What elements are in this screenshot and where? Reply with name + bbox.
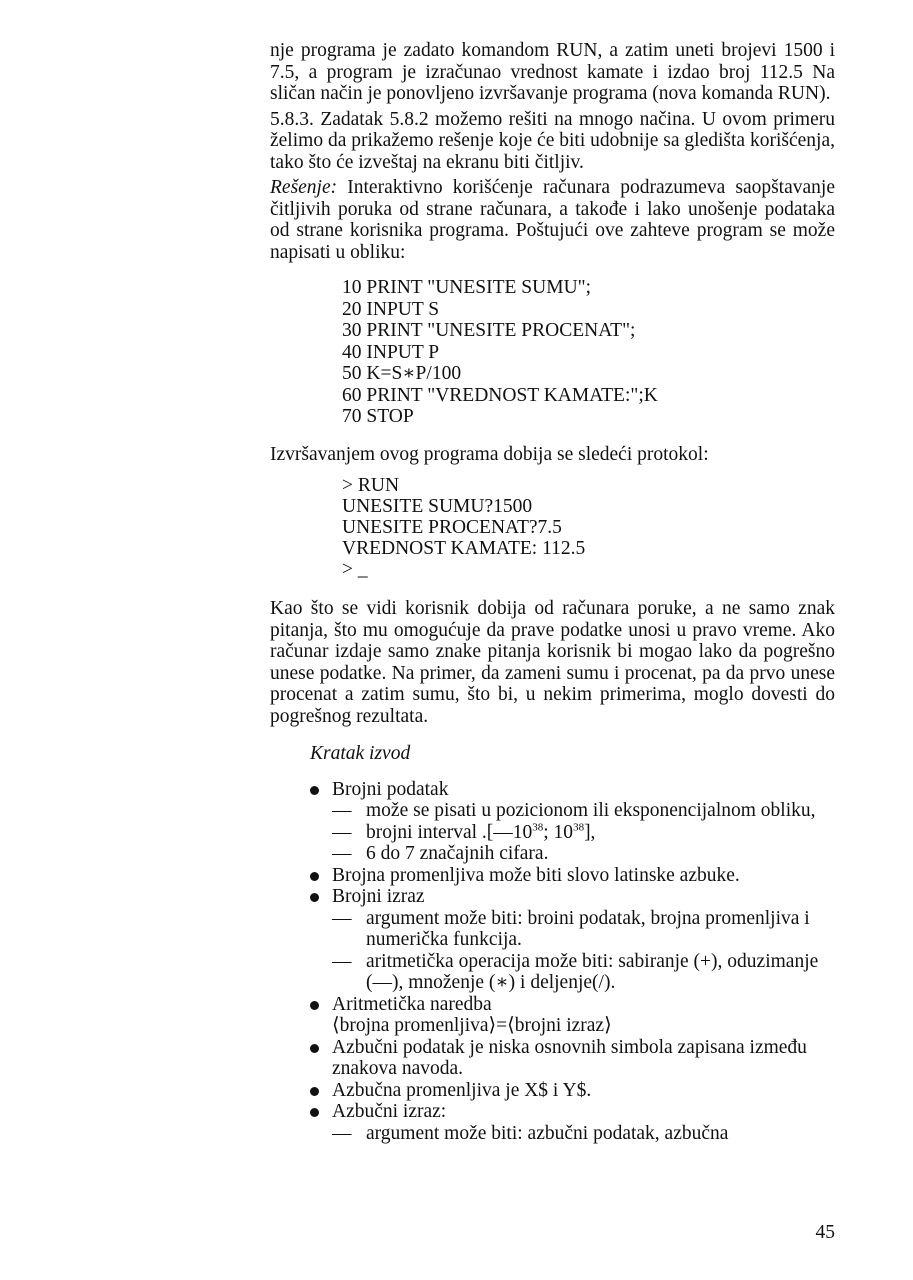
bullet-icon — [310, 1001, 319, 1010]
list-subitem: — 6 do 7 značajnih cifara. — [332, 843, 549, 864]
list-item: Azbučna promenljiva je X$ i Y$. — [306, 1080, 835, 1102]
bullet-icon — [310, 1108, 319, 1117]
solution-label: Rešenje: — [270, 177, 338, 198]
list-item: Brojna promenljiva može biti slovo latinske azbuke. — [306, 865, 835, 887]
list-subitem: — brojni interval $.[—10^{38}$; $10^{38}$], — [332, 821, 596, 843]
summary-heading: Kratak izvod — [310, 743, 411, 764]
protocol-line: > RUN — [342, 475, 400, 496]
program-line: 30 PRINT "UNESITE PROCENAT"; — [342, 320, 636, 341]
protocol-line: > _ — [342, 559, 368, 580]
solution-text: Interaktivno korišćenje računara podrazumeva saopštavanje čitljivih poruka od strane računara, a takođe i lako unošenje podataka od strane korisnika programa. Poštujući ove zahteve program se može napisati u obliku: — [270, 177, 835, 263]
list-subitem: — aritmetička operacija može biti: sabiranje (+), oduzimanje (—), množenje (∗) i deljenje(/). — [332, 950, 819, 993]
program-line: 60 PRINT "VREDNOST KAMATE:";K — [342, 384, 658, 406]
bullet-icon — [310, 872, 319, 881]
page-number: 45 — [815, 1222, 835, 1243]
paragraph-continuation: nje programa je zadato komandom RUN, a zatim uneti brojevi 1500 i 7.5, a program je izračunao vrednost kamate i izdao broj 112.5 Na sličan način je ponovljeno izvršavanje programa (nova komanda RUN). — [270, 40, 835, 104]
assignment-syntax: ⟨brojna promenljiva⟩=⟨brojni izraz⟩ — [332, 1015, 612, 1036]
program-line: 20 INPUT S — [342, 298, 440, 320]
list-subitem: — argument može biti: azbučni podatak, azbučna — [332, 1122, 729, 1144]
list-item: Azbučni podatak je niska osnovnih simbola zapisana između znakova navoda. — [306, 1037, 835, 1080]
paragraph-protocol-intro: Izvršavanjem ovog programa dobija se sledeći protokol: — [270, 443, 709, 465]
bullet-icon — [310, 786, 319, 795]
summary-list — [306, 779, 835, 1145]
list-item: Aritmetička naredba — [306, 994, 835, 1016]
paragraph-solution — [270, 177, 835, 263]
basic-program-listing — [342, 277, 835, 428]
protocol-line: UNESITE SUMU?1500 — [342, 496, 533, 517]
program-line: 10 PRINT "UNESITE SUMU"; — [342, 277, 592, 298]
bullet-icon — [310, 1044, 319, 1053]
list-item: Brojni podatak — [306, 779, 835, 801]
paragraph-task-583: 5.8.3. Zadatak 5.8.2 možemo rešiti na mnogo načina. U ovom primeru želimo da prikažemo rešenje koje će biti udobnije sa gledišta korišćenja, tako što će izveštaj na ekranu biti čitljiv. — [270, 108, 835, 173]
list-subitem: — argument može biti: broini podatak, brojna promenljiva i numerička funkcija. — [332, 907, 810, 950]
protocol-line: VREDNOST KAMATE: 112.5 — [342, 538, 586, 559]
program-line: 70 STOP — [342, 406, 414, 427]
page-content — [270, 40, 835, 1144]
list-subitem: — može se pisati u pozicionom ili eksponencijalnom obliku, — [332, 800, 816, 821]
bullet-icon — [310, 1087, 319, 1096]
protocol-line: UNESITE PROCENAT?7.5 — [342, 517, 562, 538]
program-line: 40 INPUT P — [342, 341, 440, 363]
list-item: Azbučni izraz: — [306, 1101, 835, 1123]
list-item: Brojni izraz — [306, 886, 835, 908]
bullet-icon — [310, 893, 319, 902]
paragraph-explanation: Kao što se vidi korisnik dobija od računara poruke, a ne samo znak pitanja, što mu omogućuje da prave podatke unosi u pravo vreme. Ako računar izdaje samo znake pitanja korisnik bi mogao lako da pogrešno unese podatke. Na primer, da zameni sumu i procenat, pa da prvo unese procenat a zatim sumu, što bi, u nekim primerima, moglo dovesti do pogrešnog rezultata. — [270, 598, 835, 727]
program-protocol-output — [342, 475, 835, 580]
program-line: 50 K=S∗P/100 — [342, 363, 462, 384]
